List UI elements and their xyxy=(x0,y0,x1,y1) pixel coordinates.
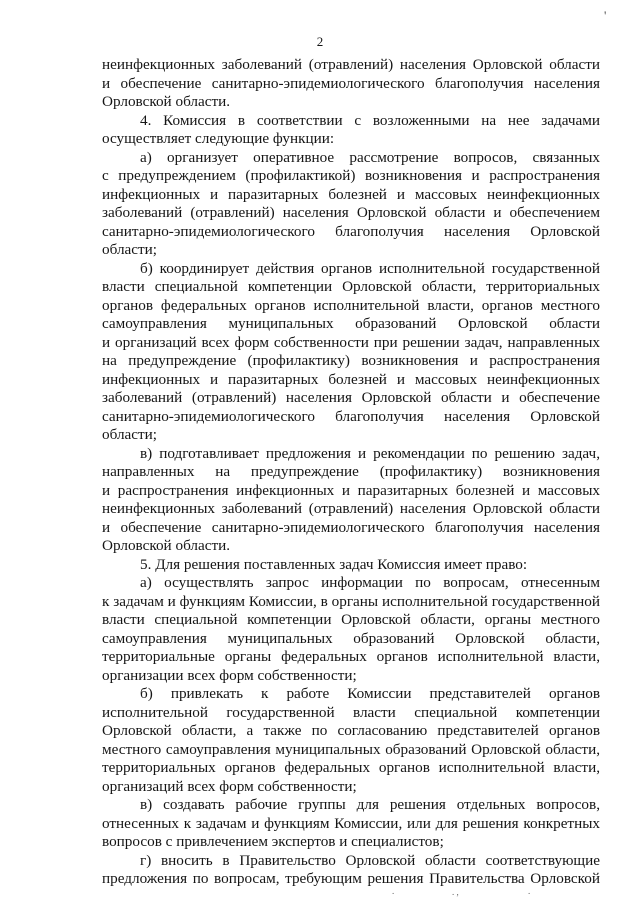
text-line: г) вносить в Правительство Орловской области соответствующие xyxy=(140,851,600,869)
text-line: территориальные органы федеральных органов исполнительной власти, xyxy=(102,648,600,665)
text-line: органов федеральных органов исполнительной власти, органов местного xyxy=(102,296,600,314)
text-line: заболеваний (отравлений) населения Орловской области и обеспечение xyxy=(102,389,600,406)
text-line: 5. Для решения поставленных задач Комиссия имеет право: xyxy=(140,555,528,573)
text-line: инфекционных и паразитарных болезней и массовых неинфекционных xyxy=(102,185,600,203)
text-line: в) подготавливает предложения и рекомендации по решению задач, xyxy=(140,444,600,462)
text-line: б) привлекать к работе Комиссии представителей органов xyxy=(140,685,600,702)
text-line: Орловской области, а также по согласованию представителей органов xyxy=(102,722,600,739)
scan-speck: . , xyxy=(452,887,459,897)
text-line: 4. Комиссия в соответствии с возложенными на нее задачами xyxy=(140,111,600,129)
text-line: области; xyxy=(102,241,157,258)
text-line: самоуправления муниципальных образований Орловской области xyxy=(102,315,600,332)
text-line: неинфекционных заболеваний (отравлений) населения Орловской области xyxy=(102,56,600,73)
text-line: и обеспечение санитарно-эпидемиологического благополучия населения xyxy=(102,518,600,536)
text-line: в) создавать рабочие группы для решения отдельных вопросов, xyxy=(140,796,600,813)
text-line: Орловской области. xyxy=(102,93,231,110)
text-line: санитарно-эпидемиологического благополучия населения Орловской xyxy=(102,222,600,240)
page-number: 2 xyxy=(316,34,324,49)
text-line: неинфекционных заболеваний (отравлений) населения Орловской области xyxy=(102,500,600,517)
text-line: области; xyxy=(102,426,157,443)
text-line: самоуправления муниципальных образований Орловской области, xyxy=(102,629,600,647)
text-line: территориальных органов федеральных органов исполнительной власти, xyxy=(102,759,600,776)
text-line: заболеваний (отравлений) населения Орловской области и обеспечением xyxy=(102,204,600,221)
text-line: с предупреждением (профилактикой) возникновения и распространения xyxy=(102,167,600,184)
text-line: осуществляет следующие функции: xyxy=(102,130,335,147)
scan-speck: . xyxy=(392,886,395,896)
text-line: организаций всех форм собственности; xyxy=(102,777,357,795)
text-line: направленных на предупреждение (профилактику) возникновения xyxy=(102,463,600,480)
text-line: б) координирует действия органов исполнительной государственной xyxy=(140,259,600,277)
text-line: власти специальной компетенции Орловской области, органы местного xyxy=(102,611,600,628)
text-line: и организаций всех форм собственности при решении задач, направленных xyxy=(102,333,600,351)
text-line: на предупреждение (профилактику) возникновения и распространения xyxy=(102,352,600,369)
scan-mark: ' xyxy=(604,8,607,23)
text-line: вопросов с привлечением экспертов и специалистов; xyxy=(102,833,444,850)
text-line: а) осуществлять запрос информации по вопросам, отнесенным xyxy=(140,574,600,591)
text-line: исполнительной государственной власти специальной компетенции xyxy=(102,703,600,721)
text-line: организации всех форм собственности; xyxy=(102,666,357,684)
text-line: к задачам и функциям Комиссии, в органы исполнительной государственной xyxy=(102,592,600,610)
text-line: а) организует оперативное рассмотрение вопросов, связанных xyxy=(140,148,600,166)
text-line: инфекционных и паразитарных болезней и массовых неинфекционных xyxy=(102,370,600,388)
text-line: предложения по вопросам, требующим решения Правительства Орловской xyxy=(102,870,600,887)
scan-speck: . xyxy=(528,886,531,896)
text-line: отнесенных к задачам и функциям Комиссии, или для решения конкретных xyxy=(102,814,600,832)
text-line: власти специальной компетенции Орловской области, территориальных xyxy=(102,278,600,295)
text-line: санитарно-эпидемиологического благополучия населения Орловской xyxy=(102,407,600,425)
text-line: и обеспечение санитарно-эпидемиологического благополучия населения xyxy=(102,74,600,92)
text-line: местного самоуправления муниципальных образований Орловской области, xyxy=(102,740,600,758)
text-line: и распространения инфекционных и паразитарных болезней и массовых xyxy=(102,481,600,499)
text-line: Орловской области. xyxy=(102,537,231,554)
